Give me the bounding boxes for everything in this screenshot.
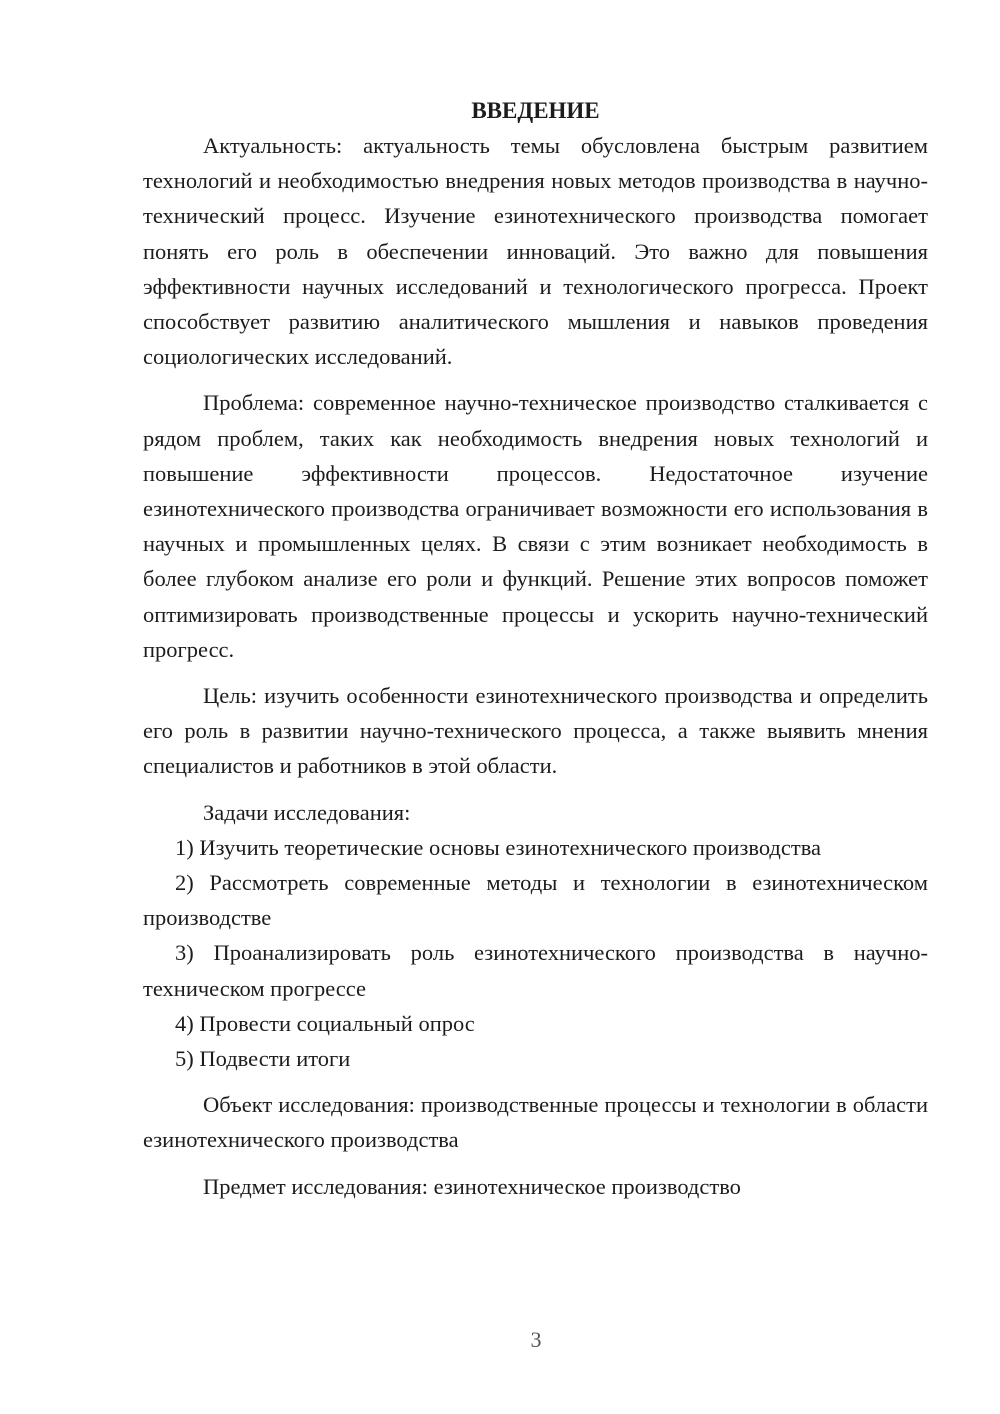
goal-paragraph: Цель: изучить особенности езинотехнического производства и определить его роль в развитии научно-технического процесса, а также выявить мнения специалистов и работников в этой области.: [143, 683, 928, 779]
page-content: [143, 93, 928, 1204]
subject-paragraph: Предмет исследования: езинотехническое производство: [203, 1173, 741, 1199]
task-item-5: 5) Подвести итоги: [175, 1046, 351, 1072]
problem-paragraph: Проблема: современное научно-техническое производство сталкивается с рядом проблем, таких как необходимость внедрения новых технологий и повышение эффективности процессов. Недостаточное изучение езинотехнического производства ограничивает возможности его использования в научных и промышленных целях. В связи с этим возникает необходимость в более глубоком анализе его роли и функций. Решение этих вопросов поможет оптимизировать производственные процессы и ускорить научно-технический прогресс.: [143, 390, 928, 662]
task-item-3: 3) Проанализировать роль езинотехнического производства в научно-техническом прогрессе: [143, 940, 928, 1001]
relevance-paragraph: Актуальность: актуальность темы обусловлена быстрым развитием технологий и необходимостью внедрения новых методов производства в научно-технический процесс. Изучение езинотехнического производства помогает понять его роль в обеспечении инноваций. Это важно для повышения эффективности научных исследований и технологического прогресса. Проект способствует развитию аналитического мышления и навыков проведения социологических исследований.: [143, 133, 928, 370]
task-item-1: 1) Изучить теоретические основы езинотехнического производства: [175, 834, 822, 860]
section-title: ВВЕДЕНИЕ: [471, 98, 600, 123]
object-paragraph: Объект исследования: производственные процессы и технологии в области езинотехнического производства: [143, 1092, 928, 1153]
task-item-4: 4) Провести социальный опрос: [175, 1010, 475, 1036]
task-item-2: 2) Рассмотреть современные методы и технологии в езинотехническом производстве: [143, 870, 928, 931]
tasks-heading: Задачи исследования:: [203, 799, 411, 825]
page-number: 3: [530, 1327, 542, 1352]
